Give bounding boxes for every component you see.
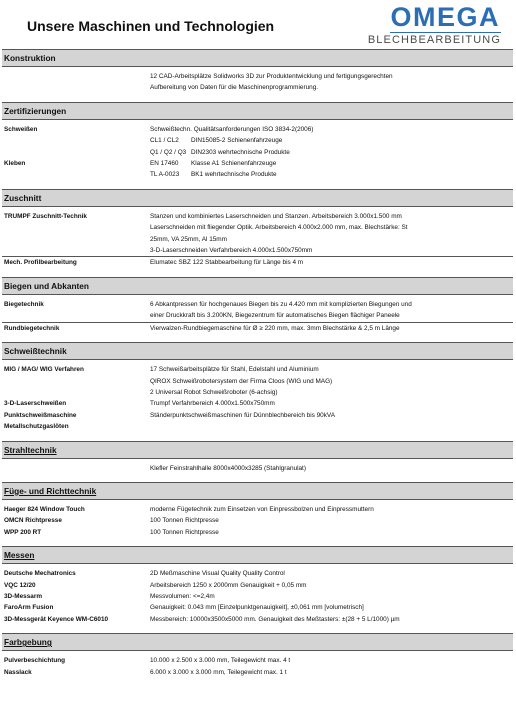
table-row bbox=[2, 410, 513, 421]
table-row bbox=[2, 120, 513, 135]
row-label bbox=[2, 376, 146, 387]
row-value: Laserschneiden mit fliegender Optik. Arbeitsbereich 4.000x2.000 mm, max. Blechstärke: St bbox=[150, 224, 408, 232]
table-row bbox=[2, 360, 513, 375]
table-row bbox=[2, 667, 513, 678]
row-label: 3D-Messgerät Keyence WM-C6010 bbox=[4, 615, 109, 623]
row-value: 2D Meßmaschine Visual Quality Quality Control bbox=[150, 570, 285, 578]
section-heading bbox=[2, 546, 513, 564]
table-row bbox=[2, 207, 513, 222]
table-row bbox=[2, 376, 513, 387]
table-row bbox=[2, 256, 513, 268]
table-row bbox=[2, 158, 513, 169]
page-title: Unsere Maschinen und Technologien bbox=[27, 18, 275, 34]
row-value bbox=[146, 158, 513, 169]
row-label: Kleben bbox=[4, 160, 26, 168]
table-row bbox=[2, 310, 513, 321]
table-row bbox=[2, 614, 513, 625]
row-label bbox=[2, 82, 146, 93]
row-label: 3-D-Laserschweißen bbox=[4, 400, 67, 408]
row-value: 17 Schweißarbeitsplätze für Stahl, Edelstahl und Aluminium bbox=[150, 366, 319, 374]
table-row bbox=[2, 147, 513, 158]
section-heading bbox=[2, 441, 513, 459]
section-fuegetechnik bbox=[2, 482, 513, 538]
row-label: VQC 12/20 bbox=[4, 581, 36, 589]
row-value: Aufbereitung von Daten für die Maschinenprogrammierung. bbox=[150, 84, 319, 92]
row-value: Messbereich: 10000x3500x5000 mm. Genauigkeit des Meßtasters: ±(28 + 5 L/1000) µm bbox=[150, 615, 400, 623]
table-row bbox=[2, 651, 513, 666]
section-heading-text: Messen bbox=[4, 550, 35, 561]
logo-divider bbox=[390, 32, 501, 33]
logo-subtitle: BLECHBEARBEITUNG bbox=[367, 34, 501, 46]
table-row bbox=[2, 564, 513, 579]
row-value: Vierwalzen-Rundbiegemaschine für Ø ≥ 220 mm, max. 3mm Blechstärke & 2,5 m Länge bbox=[150, 324, 400, 332]
logo-name: OMEGA bbox=[390, 2, 500, 32]
row-label: Rundbiegetechnik bbox=[4, 324, 60, 332]
row-value: Ständerpunktschweißmaschinen für Dünnblechbereich bis 90kVA bbox=[150, 411, 335, 419]
row-value: Schweißtechn. Qualitätsanforderungen ISO 3834-2(2006) bbox=[150, 125, 314, 133]
section-biegen bbox=[2, 277, 513, 334]
row-label: Nasslack bbox=[4, 668, 32, 676]
row-label bbox=[2, 222, 146, 233]
section-farbgebung bbox=[2, 633, 513, 678]
table-row bbox=[2, 169, 513, 180]
section-heading: Zuschnitt bbox=[2, 189, 513, 207]
row-value: 6.000 x 3.000 x 3.000 mm, Teilegewicht max. 1 t bbox=[150, 668, 287, 676]
row-value: moderne Fügetechnik zum Einsetzen von Einpressbolzen und Einpressmuttern bbox=[150, 505, 374, 513]
row-label bbox=[2, 147, 146, 158]
cert-description: DIN2303 wehrtechnische Produkte bbox=[191, 148, 290, 156]
row-label: Haeger 824 Window Touch bbox=[4, 505, 85, 513]
table-row bbox=[2, 515, 513, 526]
section-heading bbox=[2, 482, 513, 500]
row-label bbox=[2, 387, 146, 398]
table-row bbox=[2, 591, 513, 602]
table-row bbox=[2, 322, 513, 334]
row-label bbox=[2, 71, 146, 82]
cert-code: CL1 / CL2 bbox=[150, 137, 179, 145]
row-label: Mech. Profilbearbeitung bbox=[4, 259, 77, 267]
row-value: Elumatec SBZ 122 Stabbearbeitung für Länge bis 4 m bbox=[150, 259, 304, 267]
row-value: 12 CAD-Arbeitsplätze Solidworks 3D zur Produktentwicklung und fertigungsgerechten bbox=[150, 73, 393, 80]
section-schweisstechnik bbox=[2, 342, 513, 432]
section-heading-text: Füge- und Richttechnik bbox=[4, 485, 97, 496]
row-value: Messvolumen: <=2,4m bbox=[150, 592, 215, 600]
row-value: Arbeitsbereich 1250 x 2000mm Genauigkeit + 0,05 mm bbox=[150, 581, 307, 589]
table-row bbox=[2, 67, 513, 82]
section-heading: Biegen und Abkanten bbox=[2, 277, 513, 295]
table-row bbox=[2, 421, 513, 432]
section-strahltechnik bbox=[2, 441, 513, 474]
section-heading: Konstruktion bbox=[2, 49, 513, 67]
row-label bbox=[2, 234, 146, 245]
section-heading-text: Strahltechnik bbox=[4, 444, 57, 455]
row-label: Schweißen bbox=[4, 125, 38, 133]
row-label: MIG / MAG/ WIG Verfahren bbox=[4, 366, 84, 374]
row-value: 10.000 x 2.500 x 3.000 mm, Teilegewicht max. 4 t bbox=[150, 657, 291, 665]
row-label: Pulverbeschichtung bbox=[4, 657, 66, 665]
cert-code: Q1 / Q2 / Q3 bbox=[150, 148, 187, 156]
row-value: 2 Universal Robot Schweißroboter (6-achsig) bbox=[150, 388, 278, 396]
table-row bbox=[2, 387, 513, 398]
table-row bbox=[2, 500, 513, 515]
cert-code: TL A-0023 bbox=[150, 171, 180, 179]
row-label: Biegetechnik bbox=[4, 300, 44, 308]
table-row bbox=[2, 295, 513, 310]
table-row bbox=[2, 135, 513, 146]
row-value: 100 Tonnen Richtpresse bbox=[150, 517, 219, 525]
row-value: 100 Tonnen Richtpresse bbox=[150, 528, 219, 536]
table-row bbox=[2, 398, 513, 409]
row-value bbox=[146, 169, 513, 180]
section-konstruktion bbox=[2, 49, 513, 94]
row-label bbox=[2, 463, 146, 474]
row-label bbox=[2, 245, 146, 256]
row-value: Stanzen und kombiniertes Laserschneiden und Stanzen. Arbeitsbereich 3.000x1.500 mm bbox=[150, 212, 402, 220]
row-label bbox=[2, 310, 146, 321]
row-value: 25mm, VA 25mm, Al 15mm bbox=[150, 235, 227, 243]
row-value bbox=[146, 135, 513, 146]
section-heading bbox=[2, 633, 513, 651]
table-row bbox=[2, 527, 513, 538]
row-label: TRUMPF Zuschnitt-Technik bbox=[4, 212, 87, 220]
row-label: Metallschutzgaslöten bbox=[4, 423, 69, 431]
table-row bbox=[2, 602, 513, 613]
cert-description: Klasse A1 Schienenfahrzeuge bbox=[191, 160, 277, 168]
row-value: Genauigkeit: 0.043 mm [Einzelpunktgenauigkeit], ±0,061 mm [volumetrisch] bbox=[150, 604, 364, 612]
page-header bbox=[0, 0, 516, 48]
row-value bbox=[146, 147, 513, 158]
cert-description: DIN15085-2 Schienenfahrzeuge bbox=[191, 137, 283, 145]
row-value: einer Druckkraft bis 3.200KN, Biegezentrum für automatisches Biegen flächiger Paneele bbox=[150, 312, 400, 320]
table-row bbox=[2, 234, 513, 245]
section-heading-text: Farbgebung bbox=[4, 637, 52, 648]
section-messen bbox=[2, 546, 513, 625]
row-value: Trumpf Verfahrbereich 4.000x1.500x750mm bbox=[150, 400, 275, 408]
omega-logo bbox=[367, 2, 510, 48]
row-value bbox=[146, 421, 513, 432]
row-value: Klefler Feinstrahlhalle 8000x4000x3285 (Stahlgranulat) bbox=[150, 464, 306, 472]
row-label bbox=[2, 135, 146, 146]
table-row bbox=[2, 222, 513, 233]
section-zuschnitt bbox=[2, 189, 513, 269]
table-row bbox=[2, 580, 513, 591]
row-label: 3D-Messarm bbox=[4, 592, 43, 600]
row-label: Deutsche Mechatronics bbox=[4, 570, 76, 578]
section-zertifizierungen bbox=[2, 102, 513, 181]
machine-list bbox=[2, 49, 513, 678]
cert-code: EN 17460 bbox=[150, 160, 179, 168]
section-heading: Schweißtechnik bbox=[2, 342, 513, 360]
row-value: 3-D-Laserschneiden Verfahrbereich 4.000x1.500x750mm bbox=[150, 247, 313, 255]
cert-description: BK1 wehrtechnische Produkte bbox=[191, 171, 277, 179]
row-label: WPP 200 RT bbox=[4, 528, 42, 536]
table-row bbox=[2, 82, 513, 93]
table-row bbox=[2, 459, 513, 474]
table-row bbox=[2, 245, 513, 256]
row-label: Punktschweißmaschine bbox=[4, 411, 77, 419]
row-value: 6 Abkantpressen für hochgenaues Biegen bis zu 4.420 mm mit komplizierten Biegungen und bbox=[150, 300, 412, 308]
row-label: FaroArm Fusion bbox=[4, 604, 54, 612]
section-heading: Zertifizierungen bbox=[2, 102, 513, 120]
row-value: QIROX Schweißrobotersystem der Firma Cloos (WIG und MAG) bbox=[150, 377, 333, 385]
row-label bbox=[2, 169, 146, 180]
row-label: OMCN Richtpresse bbox=[4, 517, 62, 525]
